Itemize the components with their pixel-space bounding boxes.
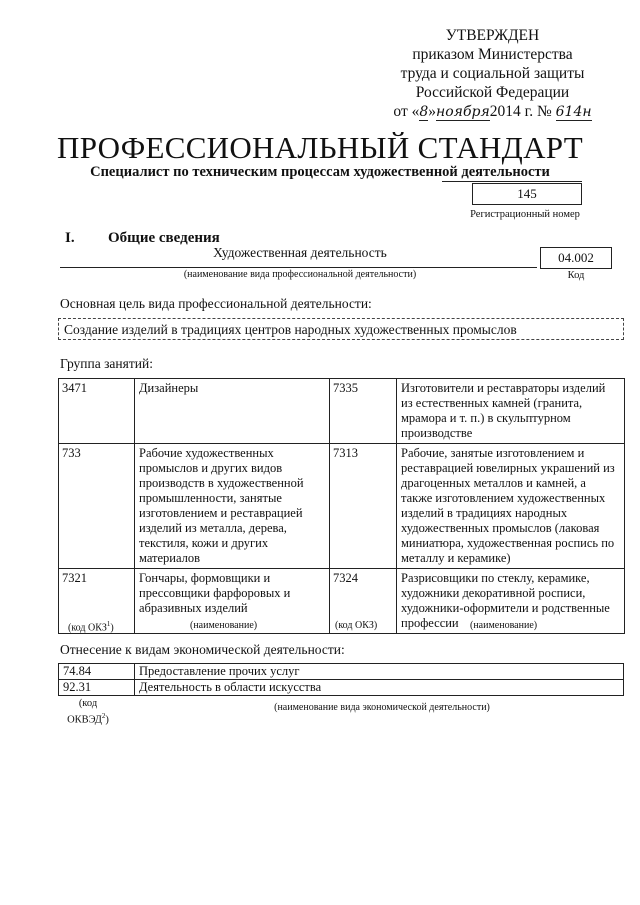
date-prefix: от « [393,103,420,120]
date-mid: » [428,103,437,120]
approval-date-line [360,102,625,122]
approval-line-1: УТВЕРЖДЕН [445,27,540,44]
approval-block [360,26,625,122]
okved-name-cell: Деятельность в области искусства [135,680,624,696]
okz-code-caption-2: (код ОКЗ) [335,620,378,631]
activity-code-caption: Код [567,270,585,281]
okz-code-cell: 733 [59,444,135,569]
activity-underline [60,267,537,268]
okved-code-cell: 92.31 [59,680,135,696]
okz-code-cell: 7335 [330,379,397,444]
economic-activity-label: Отнесение к видам экономической деятельности: [60,642,345,657]
subtitle-underline [442,181,582,182]
table-row [59,444,625,569]
approval-line-4: Российской Федерации [415,84,570,101]
okz-name-cell: Рабочие художественных промыслов и других видов производств в художественной промышленности, занятые изготовлением и реставрацией изделий из металла, дерева, текстиля, кожи и других материалов [135,444,330,569]
okz-code-caption-1: (код ОКЗ$^1$) [68,620,114,634]
okved-name-caption: (наименование вида экономической деятельности) [274,702,490,713]
approval-line-3: труда и социальной защиты [400,65,585,82]
okz-name-cell: Гончары, формовщики и прессовщики фарфоровых и абразивных изделий [135,569,330,634]
goal-label: Основная цель вида профессиональной деятельности: [60,296,372,311]
okved-code-cell: 74.84 [59,664,135,680]
goal-text: Создание изделий в традициях центров народных художественных промыслов [58,318,624,340]
table-row [59,680,624,696]
activity-name: Художественная деятельность [213,245,387,260]
okz-name-cell: Изготовители и реставраторы изделий из естественных камней (гранита, мрамора и т. п.) в скульптурном производстве [397,379,625,444]
occupation-table [58,378,625,634]
document-subtitle: Специалист по техническим процессам художественной деятельности [90,164,550,180]
okz-name-caption-2: (наименование) [470,620,538,631]
registration-number-box: 145 [472,183,582,205]
okz-code-cell: 3471 [59,379,135,444]
activity-caption: (наименование вида профессиональной деятельности) [183,269,417,280]
approval-line-2: приказом Министерства [412,46,573,63]
section-title: Общие сведения [108,230,220,246]
economic-activity-table [58,663,624,696]
date-month: ноября [436,104,490,120]
registration-number-label: Регистрационный номер [470,209,580,220]
table-row [59,664,624,680]
order-number: 614н [555,104,592,120]
okz-name-cell: Дизайнеры [135,379,330,444]
date-day: 8 [419,104,429,120]
document-title: ПРОФЕССИОНАЛЬНЫЙ СТАНДАРТ [57,130,583,165]
okz-name-caption-1: (наименование) [190,620,258,631]
okz-code-cell: 7324 [330,569,397,634]
activity-code-box: 04.002 [540,247,612,269]
okved-name-cell: Предоставление прочих услуг [135,664,624,680]
date-year: 2014 г. № [489,103,552,120]
okz-code-cell: 7321 [59,569,135,634]
table-row [59,379,625,444]
okz-code-cell: 7313 [330,444,397,569]
okved-code-caption: (код ОКВЭД$^2$) [67,698,109,726]
section-number: I. [65,230,75,246]
okz-name-cell: Разрисовщики по стеклу, керамике, художники декоративной росписи, художники-оформители и родственные профессии [397,569,625,634]
okz-name-cell: Рабочие, занятые изготовлением и реставрацией ювелирных украшений из драгоценных металлов и камней, а также изготовлением художественных изделий в традициях народных художественных промыслов (лаковая миниатюра, художественная роспись по металлу и керамике) [397,444,625,569]
occupation-group-label: Группа занятий: [60,356,153,371]
